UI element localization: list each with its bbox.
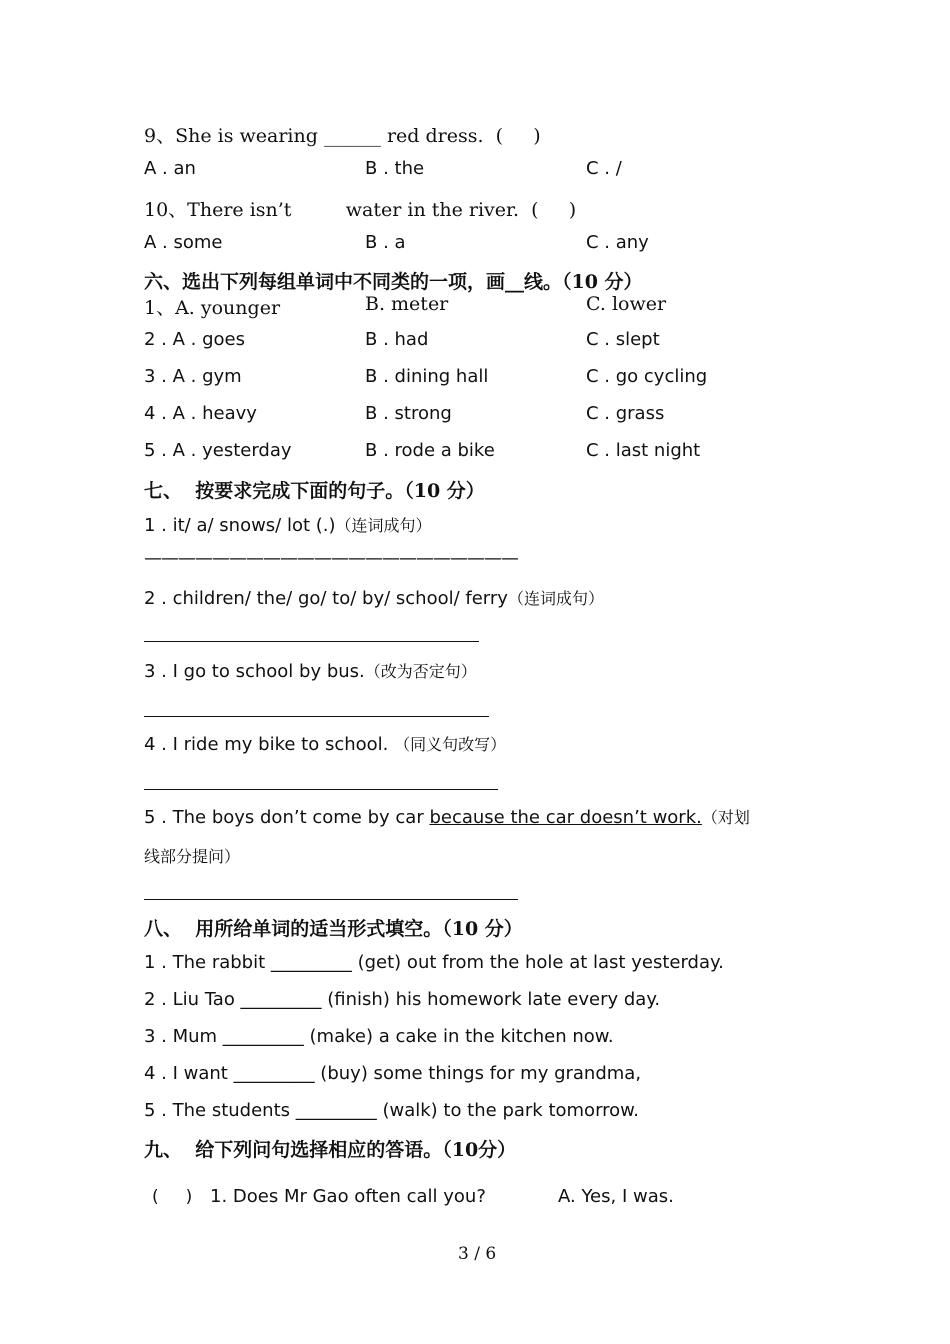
page-number: 3 / 6 [458, 1244, 497, 1264]
s7-q4-note: （同义句改写） [394, 735, 507, 754]
s7-q1-note: （连词成句） [335, 516, 432, 535]
s7-q3 [144, 659, 477, 682]
s9-q1-paren: ( ) [152, 1187, 193, 1207]
s6-row2-a: 2 . A . goes [144, 329, 245, 350]
s7-q4-answer-line [144, 789, 498, 790]
s6-row5-b: B . rode a bike [365, 440, 495, 461]
s7-q2-note: （连词成句） [507, 589, 604, 608]
s7-q4-text: 4 . I ride my bike to school. [144, 734, 395, 755]
section6-title: 六、选出下列每组单词中不同类的一项，画__线。（10 分） [144, 271, 643, 293]
q9-stem: 9、She is wearing ______ red dress. ( ) [144, 125, 541, 147]
s6-row3-b: B . dining hall [365, 366, 489, 387]
s7-q1-text: 1 . it/ a/ snows/ lot (.) [144, 515, 336, 536]
q9-option-c: C . / [586, 158, 622, 179]
s7-q1 [144, 513, 432, 536]
s7-q3-note: （改为否定句） [364, 662, 477, 681]
s7-q5-answer-line [144, 899, 518, 900]
s7-q5-text: 5 . The boys don’t come by car [144, 807, 430, 828]
s7-q2-text: 2 . children/ the/ go/ to/ by/ school/ ferry [144, 588, 508, 609]
s7-q5-note1: （对划 [701, 808, 750, 827]
s6-row4-c: C . grass [586, 403, 665, 424]
s6-row2-b: B . had [365, 329, 429, 350]
s6-row1-a: 1、A. younger [144, 297, 281, 319]
q9-option-a: A . an [144, 158, 196, 179]
s6-row5-c: C . last night [586, 440, 701, 461]
q9-option-b: B . the [365, 158, 425, 179]
s6-row2-c: C . slept [586, 329, 660, 350]
q10-option-c: C . any [586, 232, 649, 253]
s7-q3-text: 3 . I go to school by bus. [144, 661, 365, 682]
s7-q4 [144, 732, 506, 755]
s8-item-2: 2 . Liu Tao _________ (finish) his homework late every day. [144, 989, 661, 1010]
q10-option-b: B . a [365, 232, 406, 253]
s6-row3-c: C . go cycling [586, 366, 708, 387]
section8-title: 八、 用所给单词的适当形式填空。（10 分） [144, 918, 523, 940]
q10-option-a: A . some [144, 232, 223, 253]
q10-stem: 10、There isn’t water in the river. ( ) [144, 199, 577, 221]
s8-item-1: 1 . The rabbit _________ (get) out from the hole at last yesterday. [144, 952, 724, 973]
s7-q2-answer-line [144, 641, 479, 642]
s9-q1-text: 1. Does Mr Gao often call you? [210, 1186, 486, 1207]
s6-row4-b: B . strong [365, 403, 452, 424]
s7-q5-note2: 线部分提问） [144, 847, 241, 866]
s6-row1-b: B. meter [365, 293, 449, 315]
s8-item-4: 4 . I want _________ (buy) some things for my grandma, [144, 1063, 642, 1084]
s6-row5-a: 5 . A . yesterday [144, 440, 292, 461]
s6-row4-a: 4 . A . heavy [144, 403, 257, 424]
s6-row1-c: C. lower [586, 293, 667, 315]
s7-q5-underlined: because the car doesn’t work. [429, 807, 702, 828]
section7-title: 七、 按要求完成下面的句子。（10 分） [144, 480, 485, 502]
s6-row3-a: 3 . A . gym [144, 366, 242, 387]
s8-item-3: 3 . Mum _________ (make) a cake in the kitchen now. [144, 1026, 614, 1047]
section9-title: 九、 给下列问句选择相应的答语。（10分） [144, 1139, 517, 1161]
s7-q5 [144, 805, 750, 828]
s9-q1-answer: A. Yes, I was. [558, 1186, 674, 1207]
s7-q1-answer-dashes: —————————————————————— [144, 548, 518, 569]
s7-q3-answer-line [144, 716, 489, 717]
s7-q2 [144, 586, 604, 609]
s8-item-5: 5 . The students _________ (walk) to the park tomorrow. [144, 1100, 639, 1121]
